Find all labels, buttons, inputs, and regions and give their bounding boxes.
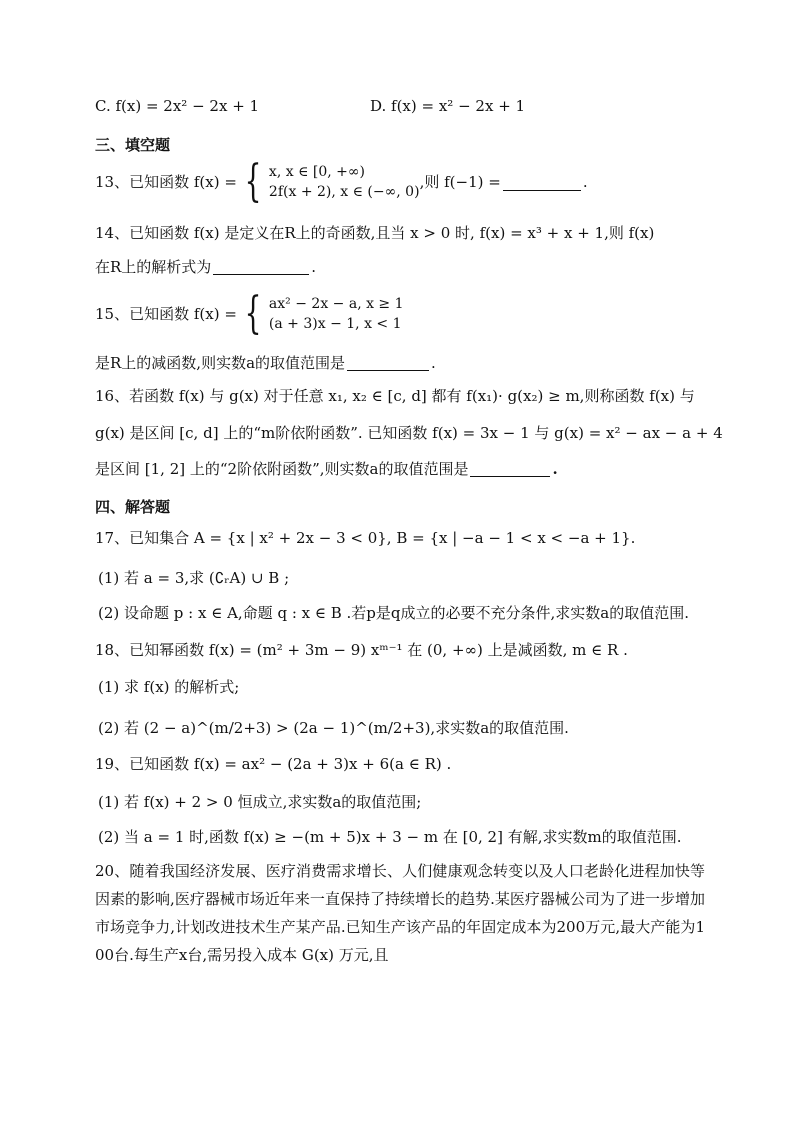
- question-19-part-2: (2) 当 a = 1 时,函数 f(x) ≥ −(m + 5)x + 3 − m 在 [0, 2] 有解,求实数m的取值范围.: [98, 828, 682, 846]
- brace-icon: {: [244, 288, 262, 339]
- q15-prefix: 15、已知函数 f(x) =: [95, 305, 237, 323]
- q13-prefix: 13、已知函数 f(x) =: [95, 173, 237, 191]
- question-17-part-1: (1) 若 a = 3,求 (∁ᵣA) ∪ B ;: [98, 569, 290, 587]
- q13-suffix: ,则 f(−1) =: [419, 173, 501, 191]
- brace-icon: {: [244, 156, 262, 207]
- question-18-part-2: (2) 若 (2 − a)^(m/2+3) > (2a − 1)^(m/2+3),求实数a的取值范围.: [98, 719, 569, 737]
- q13-case-2: 2f(x + 2), x ∈ (−∞, 0): [268, 184, 420, 200]
- section-title-solutions: 四、解答题: [95, 498, 171, 516]
- option-d: D. f(x) = x² − 2x + 1: [370, 97, 526, 115]
- question-14-line-1: 14、已知函数 f(x) 是定义在R上的奇函数,且当 x > 0 时, f(x) = x³ + x + 1,则 f(x): [95, 224, 655, 242]
- q15-case-2: (a + 3)x − 1, x < 1: [268, 316, 402, 332]
- question-15: [95, 290, 404, 338]
- q15-text: 是R上的减函数,则实数a的取值范围是: [95, 354, 346, 372]
- question-16-line-3: 是区间 [1, 2] 上的“2阶依附函数”,则实数a的取值范围是 .: [95, 460, 558, 478]
- question-17-stem: 17、已知集合 A = {x | x² + 2x − 3 < 0}, B = {x | −a − 1 < x < −a + 1}.: [95, 529, 636, 547]
- question-18-part-1: (1) 求 f(x) 的解析式;: [98, 678, 240, 696]
- q14-text: 在R上的解析式为: [95, 258, 212, 276]
- question-20: 20、随着我国经济发展、医疗消费需求增长、人们健康观念转变以及人口老龄化进程加快等因素的影响,医疗器械市场近年来一直保持了持续增长的趋势.某医疗器械公司为了进一步增加市场竞争力,计划改进技术生产某产品.已知生产该产品的年固定成本为200万元,最大产能为100台.每生产x台,需另投入成本 G(x) 万元,且: [95, 862, 705, 964]
- answer-blank[interactable]: [470, 460, 550, 477]
- question-14-line-2: 在R上的解析式为 .: [95, 258, 317, 276]
- option-c: C. f(x) = 2x² − 2x + 1: [95, 97, 260, 115]
- question-16-line-2: g(x) 是区间 [c, d] 上的“m阶依附函数”. 已知函数 f(x) = 3x − 1 与 g(x) = x² − ax − a + 4: [95, 424, 723, 442]
- question-15-line-2: 是R上的减函数,则实数a的取值范围是 .: [95, 354, 436, 372]
- question-17-part-2: (2) 设命题 p : x ∈ A,命题 q : x ∈ B .若p是q成立的必要不充分条件,求实数a的取值范围.: [98, 604, 689, 622]
- question-19-part-1: (1) 若 f(x) + 2 > 0 恒成立,求实数a的取值范围;: [98, 793, 422, 811]
- q16-text: 是区间 [1, 2] 上的“2阶依附函数”,则实数a的取值范围是: [95, 460, 469, 478]
- question-16-line-1: 16、若函数 f(x) 与 g(x) 对于任意 x₁, x₂ ∈ [c, d] 都有 f(x₁)· g(x₂) ≥ m,则称函数 f(x) 与: [95, 387, 695, 405]
- q13-case-1: x, x ∈ [0, +∞): [268, 164, 366, 180]
- answer-blank[interactable]: [503, 174, 581, 191]
- answer-blank[interactable]: [213, 258, 309, 275]
- answer-blank[interactable]: [347, 354, 429, 371]
- section-title-fill-in: 三、填空题: [95, 136, 171, 154]
- question-18-stem: 18、已知幂函数 f(x) = (m² + 3m − 9) xᵐ⁻¹ 在 (0, +∞) 上是减函数, m ∈ R .: [95, 641, 628, 659]
- q15-piecewise: [237, 288, 404, 339]
- question-13: 13、已知函数 f(x) = { x, x ∈ [0, +∞) 2f(x + 2), x ∈ (−∞, 0) ,则 f(−1) = .: [95, 156, 588, 207]
- question-19-stem: 19、已知函数 f(x) = ax² − (2a + 3)x + 6(a ∈ R) .: [95, 755, 452, 773]
- q13-piecewise: [237, 156, 420, 207]
- q15-case-1: ax² − 2x − a, x ≥ 1: [268, 296, 404, 312]
